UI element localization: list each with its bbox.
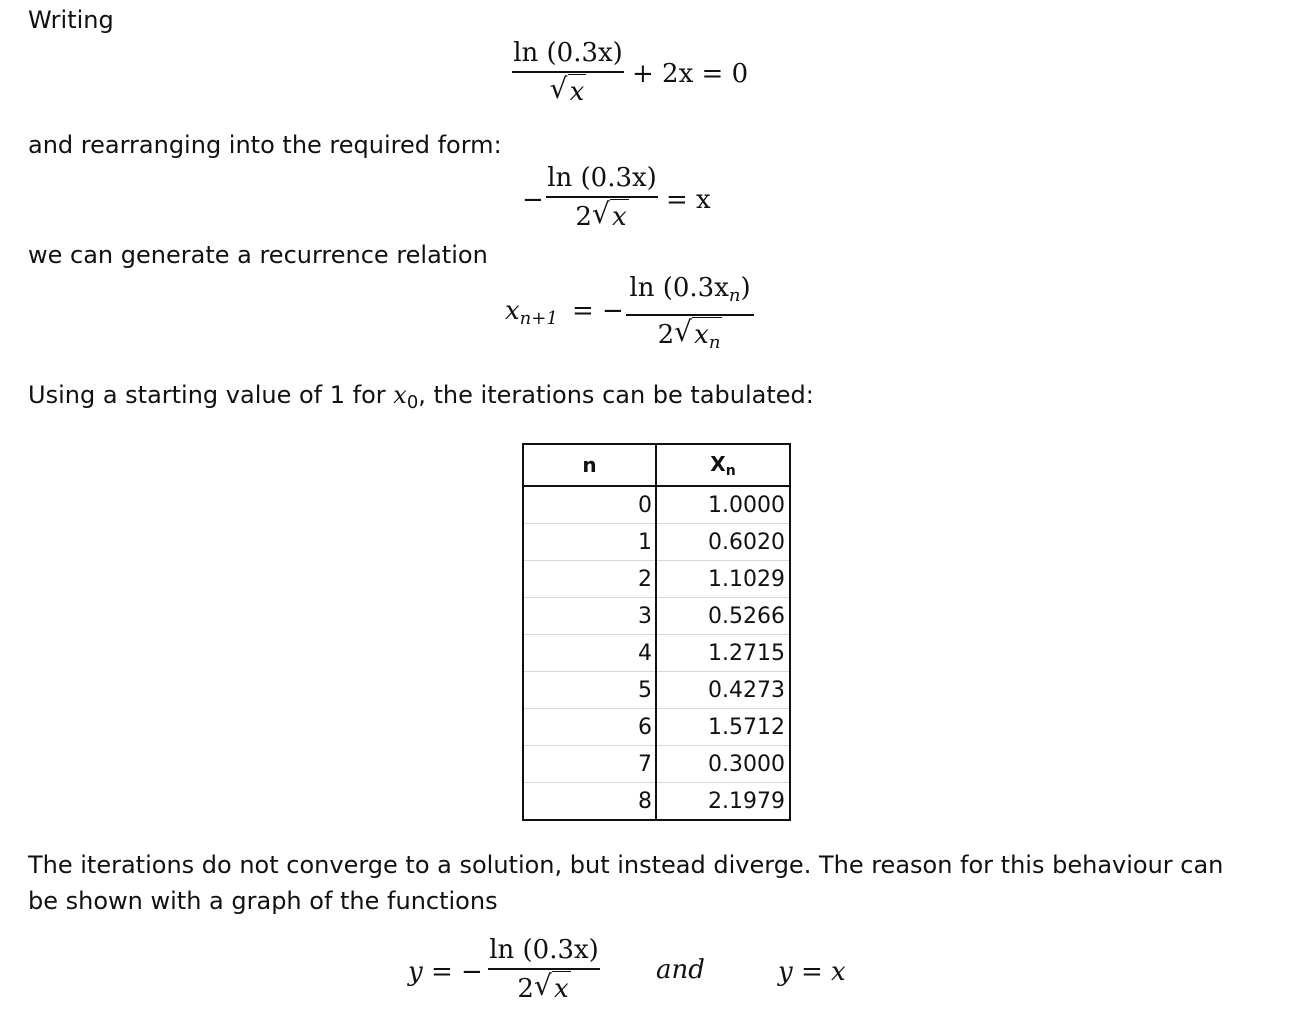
eq3-equals: = − — [572, 296, 624, 326]
rearranging-label: and rearranging into the required form: — [28, 131, 502, 159]
cell-xn: 0.5266 — [656, 598, 790, 635]
cell-xn: 1.0000 — [656, 486, 790, 524]
conclusion-line-2: be shown with a graph of the functions — [28, 887, 498, 915]
cell-n: 1 — [523, 524, 656, 561]
cell-n: 7 — [523, 746, 656, 783]
eq3-lhs: $x_{n+1}$ — [505, 296, 558, 329]
eq1-rhs: + 2x = 0 — [632, 59, 749, 89]
eq1-numerator: ln (0.3x) — [513, 38, 623, 68]
equation-3-fraction — [626, 271, 754, 360]
cell-n: 4 — [523, 635, 656, 672]
eq4-lhs: y = − — [408, 957, 483, 987]
cell-xn: 1.1029 — [656, 561, 790, 598]
eq2-denominator: 2 √ x — [575, 197, 627, 232]
eq3-numerator: $\ln (0.3x_n)$ — [629, 273, 751, 306]
writing-label: Writing — [28, 6, 114, 34]
cell-n: 2 — [523, 561, 656, 598]
table-row — [523, 709, 790, 746]
eq3-denominator: 2 √ $x_n$ — [626, 317, 754, 360]
table-row — [523, 561, 790, 598]
table-row — [523, 486, 790, 524]
cell-n: 0 — [523, 486, 656, 524]
table-row — [523, 598, 790, 635]
cell-xn: 0.4273 — [656, 672, 790, 709]
header-n: n — [523, 444, 656, 486]
table-header-row — [523, 444, 790, 486]
eq4-denominator: 2 √ x — [517, 969, 569, 1004]
eq4-second: y = x — [778, 957, 846, 987]
eq2-rhs: = x — [666, 185, 711, 215]
cell-xn: 1.5712 — [656, 709, 790, 746]
eq1-denominator: √ x — [549, 72, 585, 107]
cell-n: 8 — [523, 783, 656, 821]
cell-xn: 0.3000 — [656, 746, 790, 783]
table-row — [523, 524, 790, 561]
eq2-sign: − — [522, 185, 544, 215]
equation-4-fraction — [488, 933, 600, 1006]
eq2-numerator: ln (0.3x) — [547, 163, 657, 193]
cell-n: 6 — [523, 709, 656, 746]
cell-xn: 2.1979 — [656, 783, 790, 821]
conclusion-line-1: The iterations do not converge to a solution, but instead diverge. The reason for this behaviour can — [28, 851, 1224, 879]
table-row — [523, 672, 790, 709]
eq4-numerator: ln (0.3x) — [489, 935, 599, 965]
equation-2-fraction — [546, 161, 658, 234]
starting-value-sentence: Using a starting value of 1 for $x_0$, the iterations can be tabulated: — [28, 381, 814, 413]
header-xn: $X_n$ — [656, 444, 790, 486]
table-row — [523, 783, 790, 821]
cell-xn: 0.6020 — [656, 524, 790, 561]
cell-xn: 1.2715 — [656, 635, 790, 672]
recurrence-label: we can generate a recurrence relation — [28, 241, 488, 269]
iterations-table — [522, 443, 791, 821]
eq4-and: and — [656, 955, 705, 985]
equation-1-fraction — [512, 36, 624, 109]
table-row — [523, 746, 790, 783]
table-row — [523, 635, 790, 672]
cell-n: 5 — [523, 672, 656, 709]
cell-n: 3 — [523, 598, 656, 635]
